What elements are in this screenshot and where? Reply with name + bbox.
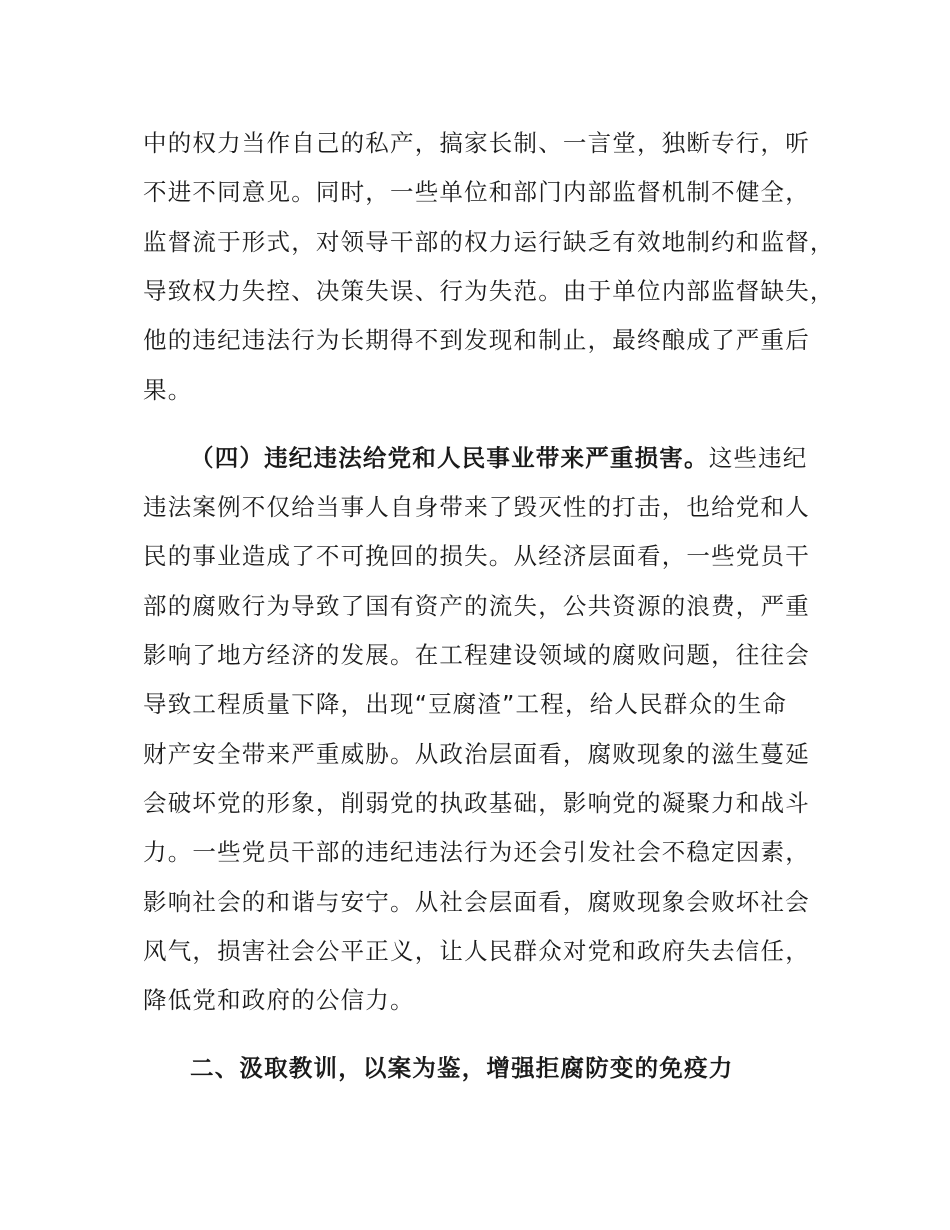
paragraph-line: 果。 [143, 376, 193, 404]
paragraph-line: 部的腐败行为导致了国有资产的流失，公共资源的浪费，严重 [143, 592, 810, 620]
paragraph-first-line [190, 443, 808, 473]
paragraph-line: 导致工程质量下降，出现“豆腐渣”工程，给人民群众的生命 [143, 690, 788, 718]
paragraph-line: 违法案例不仅给当事人自身带来了毁灭性的打击，也给党和人 [143, 493, 810, 521]
paragraph-line: 不进不同意见。同时，一些单位和部门内部监督机制不健全， [143, 178, 810, 206]
paragraph-line: 力。一些党员干部的违纪违法行为还会引发社会不稳定因素， [143, 838, 810, 866]
paragraph-line: 降低党和政府的公信力。 [143, 986, 415, 1014]
paragraph-line: 监督流于形式，对领导干部的权力运行缺乏有效地制约和监督， [143, 228, 835, 256]
paragraph-line: 财产安全带来严重威胁。从政治层面看，腐败现象的滋生蔓延 [143, 740, 810, 768]
paragraph-line: 影响了地方经济的发展。在工程建设领域的腐败问题，往往会 [143, 641, 810, 669]
section-heading: 二、汲取教训，以案为鉴，增强拒腐防变的免疫力 [190, 1054, 734, 1082]
paragraph-line: 民的事业造成了不可挽回的损失。从经济层面看，一些党员干 [143, 542, 810, 570]
paragraph-text: 这些违纪 [708, 444, 808, 472]
paragraph-line: 影响社会的和谐与安宁。从社会层面看，腐败现象会败坏社会 [143, 888, 810, 916]
paragraph-line: 风气，损害社会公平正义，让人民群众对党和政府失去信任， [143, 937, 810, 965]
paragraph-line: 导致权力失控、决策失误、行为失范。由于单位内部监督缺失， [143, 277, 835, 305]
subsection-heading: （四）违纪违法给党和人民事业带来严重损害。 [190, 444, 709, 472]
paragraph-line: 中的权力当作自己的私产，搞家长制、一言堂，独断专行，听 [143, 129, 810, 157]
paragraph-line: 会破坏党的形象，削弱党的执政基础，影响党的凝聚力和战斗 [143, 789, 810, 817]
paragraph-line: 他的违纪违法行为长期得不到发现和制止，最终酿成了严重后 [143, 326, 810, 354]
